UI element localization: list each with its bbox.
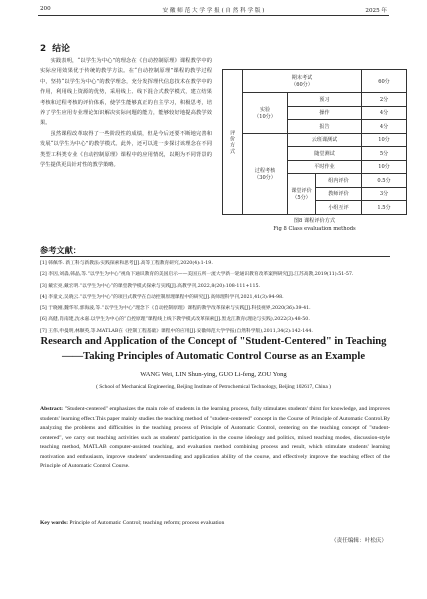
reference-item: [1] 韩佩华. 新工科与新教法:实践探索和思考[J].高等工程教育研究,2020(4):1-19. (40, 261, 213, 266)
figure-caption-cn: 图8 课程评价方式 (293, 217, 336, 224)
english-title-line2: ——Taking Principles of Automatic Control Course as an Example (61, 351, 366, 362)
section-title: 结论 (52, 44, 70, 54)
process-weight: （30分） (254, 174, 276, 181)
header-year: 2025 年 (365, 8, 387, 14)
abstract-label: Abstract: (40, 406, 64, 412)
english-title-line1: Research and Application of the Concept of "Student-Centered" in Teaching (40, 336, 387, 347)
reference-item: [7] 王伟,申曼明,林顺英,等.MATLAB在《控制工程基础》课程中的应用[J].安徽师范大学学报(自然科学版),2011,34(2):142-144. (40, 328, 313, 334)
table-item: 报告 (288, 120, 362, 134)
table-item: 云班课测试 (288, 133, 362, 147)
figure-caption-en: Fig 8 Class evaluation methods (273, 225, 356, 232)
english-affiliation: ( School of Mechanical Engineering, Beijing Institute of Petrochemical Technology, Beijing 102617, China ) (96, 384, 331, 390)
english-authors: WANG Wei, LIN Shun-ying, GUO Li-feng, ZOU Yong (140, 371, 287, 378)
side-label: 评价方式 (223, 70, 243, 215)
final-exam-cell (243, 70, 362, 93)
table-score: 2分 (362, 93, 407, 107)
references-rule (40, 256, 390, 257)
table-score: 10分 (362, 160, 407, 174)
table-item: 平时作业 (288, 160, 362, 174)
body-paragraph: 实践表明，“以学生为中心”的理念在《自动控制原理》课程教学中的实际应用效果优于传统的教学方法。在“自动控制原理”课程的教学过程中，坚持“以学生为中心”的教学理念，充分发挥理代信息技术在教学中的作用，利用线上资源的优势，采用线上、线下混合式教学模式，建立结果考核和过程考核的评价体系，使学生能够真正的自主学习，积极思考，培养了学生应用专业理论知识解决实际问题的能力，能够较好地提高教学效果。 (40, 58, 212, 127)
page-number: 200 (40, 6, 51, 12)
keywords-text: Principle of Automatic Control; teaching reform; process evaluation (69, 520, 225, 526)
experiment-weight: （10分） (254, 113, 276, 120)
english-abstract (40, 405, 390, 472)
evaluation-table (222, 69, 407, 215)
references-list (40, 258, 392, 337)
table-score: 0.5分 (362, 174, 407, 188)
final-exam-weight: （60分） (291, 82, 313, 88)
process-cell (243, 133, 288, 214)
table-score: 4分 (362, 106, 407, 120)
abstract-text: "Student-centered" emphasizes the main role of students in the learning process, fully stimulates students' thirst for knowledge, and improves students' learning effect.This paper mainly studies the teaching method of "student-centered" concept in the Course of Principle of Automatic Control.By analyzing the problems and difficulties in the teaching process of Principle of Automatic Control, centering on the teaching concept of "student-centered", we carry out teaching activities such as students' participation in the course ideology and politics, mixed teaching modes, discussion-style teaching method, MATLAB computer-assisted teaching, and evaluation method combining process and result, which stimulate students' learning motivation and enthusiasm, improve students' understanding and application ability of the course, and effectively improve the teaching effect of the Principle of Automatic Control Course. (40, 406, 390, 470)
body-paragraph: 虽然课程改革取得了一些阶段性的成绩，但是今后还要不断地完善和发展“以学生为中心”的教学模式。此外，还可以进一步探讨该理念在不同类型工科类专业《自动控制原理》课程中的应用情况，以期为不同背景的学生提供更具针对性的教学策略。 (40, 130, 212, 169)
table-item: 教师评价 (316, 187, 362, 201)
table-score: 5分 (362, 147, 407, 161)
conclusion-body (40, 56, 212, 170)
header-rule (38, 15, 389, 16)
process-name: 过程考核 (254, 167, 276, 174)
class-eval-weight: （5分） (292, 194, 311, 201)
editor-note: （责任编辑：叶松庆） (331, 538, 387, 544)
reference-item: [2] 李因,刘淼,韩晶,等.“以学生为中心”视角下通识教育的美国启示——美国五所一流大学新一轮通识教育改革案例研究[J].江苏高教,2019(11):51-57. (40, 272, 354, 278)
table-score: 3分 (362, 187, 407, 201)
table-score: 1.5分 (362, 201, 407, 215)
section-heading (40, 41, 70, 54)
table-score: 4分 (362, 120, 407, 134)
evaluation-figure (222, 69, 407, 233)
reference-item: [5] 于晓刚,魏华军,郭海波,等.“以学生为中心”理念下《自动控制原理》课程的教学改革探索与实践[J].科技视界,2020(36):39-41. (40, 306, 311, 312)
reference-item: [6] 高健,肖南建,沈永嘉.以学生为中心的“自控原理”课程线上线下教学模式改革探索[J].黑龙江教育(理论与实践),2022(3):48-50. (40, 317, 310, 323)
experiment-name: 实验 (259, 106, 271, 113)
class-eval-cell (288, 174, 316, 215)
table-item: 预习 (288, 93, 362, 107)
references-title: 参考文献： (40, 245, 81, 255)
keywords-label: Key words: (40, 520, 68, 526)
table-score: 10分 (362, 133, 407, 147)
final-exam-score: 60分 (362, 70, 407, 93)
class-eval-name: 课堂评价 (291, 187, 312, 194)
section-number: 2 (40, 44, 47, 54)
table-item: 小组互评 (316, 201, 362, 215)
reference-item: [3] 戴宏亮,戴宏明.“以学生为中心”的课堂教学模式探索与实践[J].高教学刊,2022,8(20):108-111+115. (40, 283, 261, 289)
english-title (0, 334, 427, 364)
english-keywords (40, 520, 390, 526)
final-exam-name: 期末考试 (291, 75, 313, 81)
reference-item: [4] 李童文,吴晓云.“以学生为中心”的项目式教学在自动控制原理课程中的研究[J].高师理科学刊,2021,41(3):94-98. (40, 294, 284, 300)
table-item: 操作 (288, 106, 362, 120)
experiment-cell (243, 93, 288, 134)
table-item: 组内评价 (316, 174, 362, 188)
journal-name: 安 徽 师 范 大 学 学 报 ( 自 然 科 学 版 ) (162, 8, 265, 14)
table-item: 随堂测试 (288, 147, 362, 161)
